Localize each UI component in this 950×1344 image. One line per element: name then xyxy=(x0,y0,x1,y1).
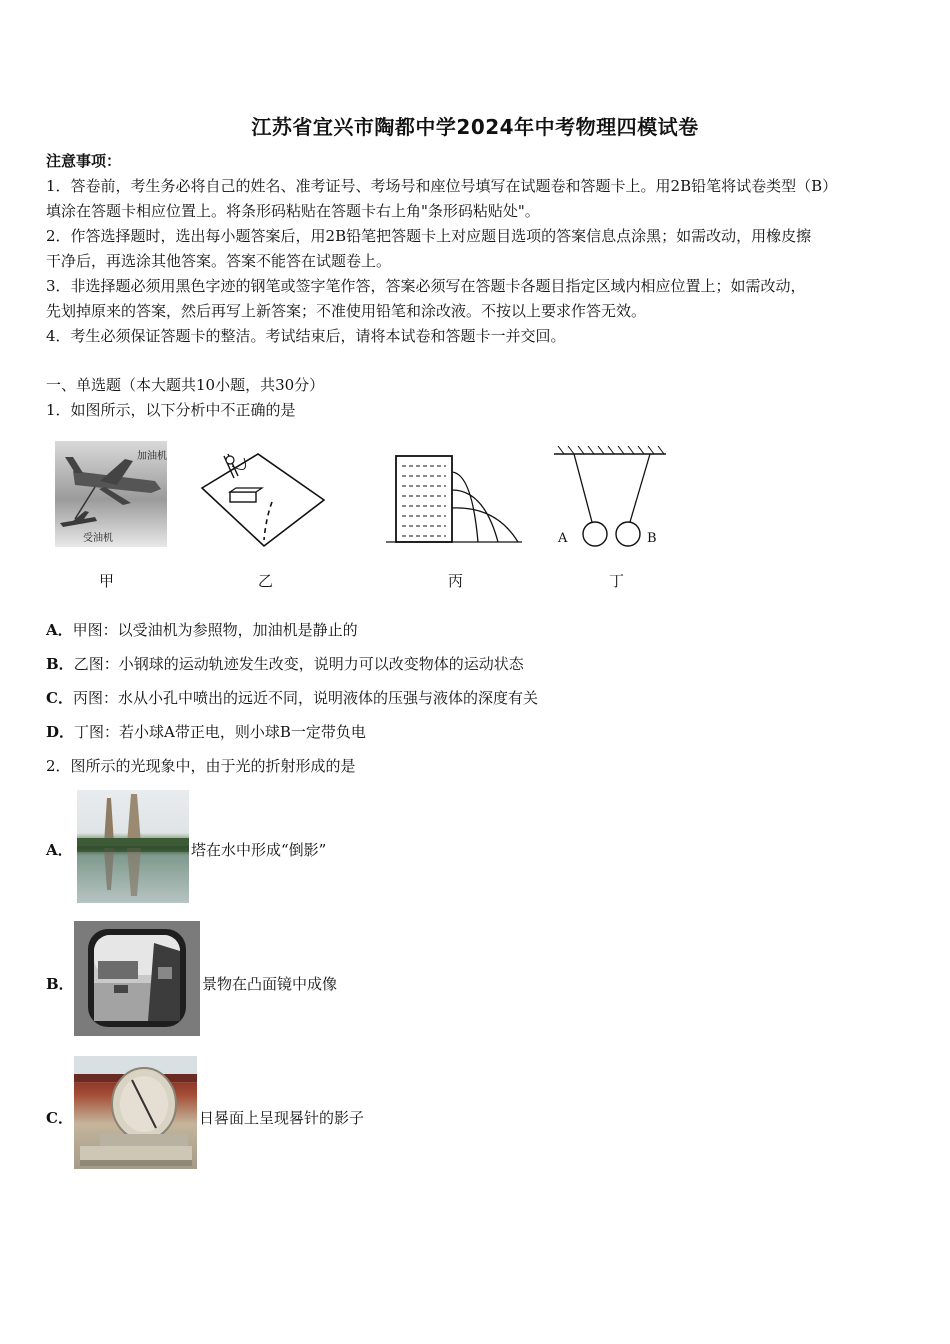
q2-option-c-label: C． xyxy=(46,1109,73,1127)
option-label: D． xyxy=(46,723,75,741)
question-1-stem: 1．如图所示，以下分析中不正确的是 xyxy=(46,401,296,419)
notes-line: 填涂在答题卡相应位置上。将条形码粘贴在答题卡右上角"条形码粘贴处"。 xyxy=(46,202,540,220)
q1-option-c xyxy=(46,689,538,707)
fig-caption-bing: 丙 xyxy=(448,572,464,590)
q2-option-b-text: 景物在凸面镜中成像 xyxy=(202,975,338,993)
q1-option-d xyxy=(46,723,366,741)
plane-top-label: 加油机 xyxy=(137,451,167,462)
option-label: C． xyxy=(46,689,73,707)
notes-line: 2．作答选择题时，选出每小题答案后，用2B铅笔把答题卡上对应题目选项的答案信息点涂黑；如需改动，用橡皮擦 xyxy=(46,227,812,245)
section-heading: 一、单选题（本大题共10小题，共30分） xyxy=(46,376,325,394)
option-label: A． xyxy=(46,621,73,639)
option-text: 甲图：以受油机为参照物，加油机是静止的 xyxy=(72,621,358,639)
fig-caption-jia: 甲 xyxy=(99,572,115,590)
ball-a-label: A xyxy=(558,531,568,546)
convex-mirror-photo xyxy=(74,921,200,1036)
q1-option-a xyxy=(46,621,358,639)
plane-bottom-label: 受油机 xyxy=(83,533,113,544)
notes-line: 先划掉原来的答案，然后再写上新答案；不准使用铅笔和涂改液。不按以上要求作答无效。 xyxy=(46,302,647,320)
option-text: 乙图：小钢球的运动轨迹发生改变，说明力可以改变物体的运动状态 xyxy=(73,655,524,673)
notes-heading: 注意事项： xyxy=(46,152,122,170)
q2-option-b-label: B． xyxy=(46,975,74,993)
ball-b-label: B xyxy=(647,531,657,546)
q2-option-a-text: 塔在水中形成“倒影” xyxy=(191,841,327,859)
q1-option-b xyxy=(46,655,524,673)
notes-line: 干净后，再选涂其他答案。答案不能答在试题卷上。 xyxy=(46,252,392,270)
ball-trajectory-figure xyxy=(200,448,328,548)
notes-line: 4．考生必须保证答题卡的整洁。考试结束后，请将本试卷和答题卡一并交回。 xyxy=(46,327,566,345)
pagoda-reflection-photo xyxy=(77,790,189,903)
option-label: B． xyxy=(46,655,74,673)
sundial-photo xyxy=(74,1056,197,1169)
notes-line: 3．非选择题必须用黑色字迹的钢笔或签字笔作答，答案必须写在答题卡各题目指定区域内相应位置上；如需改动， xyxy=(46,277,806,295)
refueling-photo xyxy=(55,441,167,547)
fig-caption-yi: 乙 xyxy=(258,572,274,590)
page-title: 江苏省宜兴市陶都中学2024年中考物理四模试卷 xyxy=(251,115,699,139)
notes-line: 1．答卷前，考生务必将自己的姓名、准考证号、考场号和座位号填写在试题卷和答题卡上。用2B铅笔将试卷类型（B） xyxy=(46,177,838,195)
q2-option-c-text: 日晷面上呈现晷针的影子 xyxy=(199,1109,365,1127)
water-jet-figure xyxy=(386,452,522,544)
option-text: 丙图：水从小孔中喷出的远近不同，说明液体的压强与液体的深度有关 xyxy=(72,689,538,707)
option-text: 丁图：若小球A带正电，则小球B一定带负电 xyxy=(74,723,366,741)
q2-option-a-label: A． xyxy=(46,841,73,859)
question-2-stem: 2．图所示的光现象中，由于光的折射形成的是 xyxy=(46,757,356,775)
fig-caption-ding: 丁 xyxy=(609,572,625,590)
